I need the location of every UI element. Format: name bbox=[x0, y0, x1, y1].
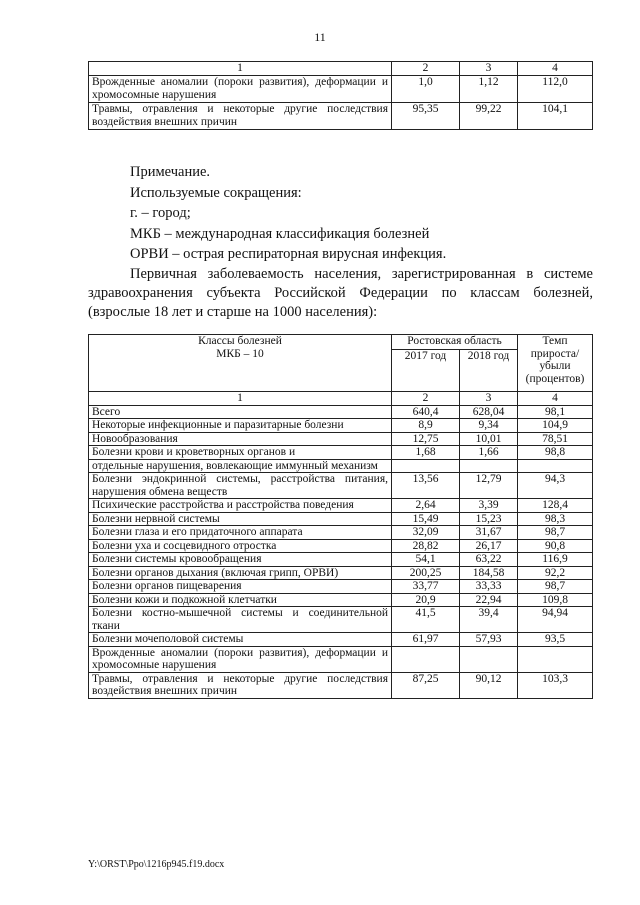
intro-paragraph bbox=[88, 265, 593, 322]
cell-2018: 1,66 bbox=[460, 446, 518, 460]
table-row bbox=[89, 593, 593, 607]
table-row bbox=[89, 526, 593, 540]
row-label: отдельные нарушения, вовлекающие иммунный механизм bbox=[89, 459, 392, 473]
cell-2017: 640,4 bbox=[392, 405, 460, 419]
header-2018: 2018 год bbox=[460, 350, 518, 392]
file-path-footer: Y:\ORST\Ppo\1216p945.f19.docx bbox=[88, 859, 225, 870]
header-2017: 2017 год bbox=[392, 350, 460, 392]
morbidity-table bbox=[88, 334, 593, 699]
table-row bbox=[89, 580, 593, 594]
row-label: Болезни нервной системы bbox=[89, 512, 392, 526]
cell-2017: 12,75 bbox=[392, 432, 460, 446]
table-row bbox=[89, 539, 593, 553]
cell-2017: 32,09 bbox=[392, 526, 460, 540]
cell-2017 bbox=[392, 459, 460, 473]
cell-rate: 98,1 bbox=[518, 405, 593, 419]
header-cell: 3 bbox=[460, 62, 518, 76]
cell-2018: 12,79 bbox=[460, 473, 518, 499]
cell-2018: 63,22 bbox=[460, 553, 518, 567]
cell-2018: 26,17 bbox=[460, 539, 518, 553]
page-number: 11 bbox=[314, 30, 326, 44]
cell-2017: 1,0 bbox=[392, 76, 460, 103]
row-label: Болезни эндокринной системы, расстройства питания, нарушения обмена веществ bbox=[89, 473, 392, 499]
cell-2018: 184,58 bbox=[460, 566, 518, 580]
number-cell: 3 bbox=[460, 392, 518, 406]
cell-rate: 98,3 bbox=[518, 512, 593, 526]
cell-2018: 10,01 bbox=[460, 432, 518, 446]
row-label: Травмы, отравления и некоторые другие последствия воздействия внешних причин bbox=[89, 103, 392, 130]
cell-rate bbox=[518, 459, 593, 473]
row-label: Травмы, отравления и некоторые другие последствия воздействия внешних причин bbox=[89, 672, 392, 698]
cell-2017: 13,56 bbox=[392, 473, 460, 499]
number-cell: 1 bbox=[89, 392, 392, 406]
header-mkb-label: МКБ – 10 bbox=[216, 347, 264, 360]
abbreviation-item: г. – город; bbox=[130, 205, 191, 221]
table-row bbox=[89, 633, 593, 647]
table-row bbox=[89, 405, 593, 419]
cell-2017: 41,5 bbox=[392, 607, 460, 633]
cell-2018: 1,12 bbox=[460, 76, 518, 103]
row-label: Врожденные аномалии (пороки развития), деформации и хромосомные нарушения bbox=[89, 646, 392, 672]
paragraph-text: Первичная заболеваемость населения, зарегистрированная в системе здравоохранения субъекта Российской Федерации по классам болезней, (взрослые 18 лет и старше на 1000 населения): bbox=[88, 266, 593, 320]
row-label: Болезни уха и сосцевидного отростка bbox=[89, 539, 392, 553]
cell-2018 bbox=[460, 646, 518, 672]
cell-2018: 90,12 bbox=[460, 672, 518, 698]
cell-2017: 54,1 bbox=[392, 553, 460, 567]
cell-rate: 94,3 bbox=[518, 473, 593, 499]
cell-2018: 99,22 bbox=[460, 103, 518, 130]
cell-2018 bbox=[460, 459, 518, 473]
morbidity-table-body bbox=[89, 405, 593, 698]
cell-2018: 22,94 bbox=[460, 593, 518, 607]
row-label: Болезни костно-мышечной системы и соединительной ткани bbox=[89, 607, 392, 633]
abbreviations-title: Используемые сокращения: bbox=[130, 184, 302, 201]
cell-rate: 98,7 bbox=[518, 580, 593, 594]
row-label: Всего bbox=[89, 405, 392, 419]
table-row bbox=[89, 459, 593, 473]
cell-2018: 15,23 bbox=[460, 512, 518, 526]
table-row bbox=[89, 432, 593, 446]
row-label: Новообразования bbox=[89, 432, 392, 446]
cell-rate: 94,94 bbox=[518, 607, 593, 633]
cell-2018: 33,33 bbox=[460, 580, 518, 594]
table-header-row bbox=[89, 335, 593, 350]
header-classes bbox=[89, 335, 392, 392]
cell-2017: 95,35 bbox=[392, 103, 460, 130]
cell-2017: 28,82 bbox=[392, 539, 460, 553]
table-row bbox=[89, 473, 593, 499]
table-header-row bbox=[89, 62, 593, 76]
cell-2017: 15,49 bbox=[392, 512, 460, 526]
cell-rate: 92,2 bbox=[518, 566, 593, 580]
cell-2018: 39,4 bbox=[460, 607, 518, 633]
cell-rate: 78,51 bbox=[518, 432, 593, 446]
number-cell: 4 bbox=[518, 392, 593, 406]
cell-2018: 31,67 bbox=[460, 526, 518, 540]
header-cell: 1 bbox=[89, 62, 392, 76]
cell-2017: 1,68 bbox=[392, 446, 460, 460]
table-row bbox=[89, 553, 593, 567]
row-label: Болезни системы кровообращения bbox=[89, 553, 392, 567]
cell-2017: 20,9 bbox=[392, 593, 460, 607]
cell-2018: 628,04 bbox=[460, 405, 518, 419]
table-row bbox=[89, 672, 593, 698]
cell-rate: 98,7 bbox=[518, 526, 593, 540]
cell-2017: 200,25 bbox=[392, 566, 460, 580]
row-label: Болезни крови и кроветворных органов и bbox=[89, 446, 392, 460]
cell-2017: 87,25 bbox=[392, 672, 460, 698]
header-cell: 2 bbox=[392, 62, 460, 76]
header-region: Ростовская область bbox=[392, 335, 518, 350]
notes-block bbox=[130, 162, 446, 265]
table-row bbox=[89, 646, 593, 672]
cell-2018: 57,93 bbox=[460, 633, 518, 647]
table-number-row bbox=[89, 392, 593, 406]
table-continuation bbox=[88, 61, 593, 130]
row-label: Болезни кожи и подкожной клетчатки bbox=[89, 593, 392, 607]
table-row bbox=[89, 512, 593, 526]
table-row bbox=[89, 76, 593, 103]
table-row bbox=[89, 607, 593, 633]
row-label: Некоторые инфекционные и паразитарные болезни bbox=[89, 419, 392, 433]
cell-rate: 109,8 bbox=[518, 593, 593, 607]
abbreviation-item: МКБ – международная классификация болезней bbox=[130, 225, 430, 242]
cell-2017: 8,9 bbox=[392, 419, 460, 433]
table-row bbox=[89, 446, 593, 460]
table-row bbox=[89, 499, 593, 513]
row-label: Болезни глаза и его придаточного аппарата bbox=[89, 526, 392, 540]
table-row bbox=[89, 103, 593, 130]
cell-rate: 93,5 bbox=[518, 633, 593, 647]
row-label: Болезни органов дыхания (включая грипп, ОРВИ) bbox=[89, 566, 392, 580]
cell-2017: 33,77 bbox=[392, 580, 460, 594]
header-classes-label: Классы болезней bbox=[198, 335, 282, 347]
cell-rate: 116,9 bbox=[518, 553, 593, 567]
row-label: Болезни мочеполовой системы bbox=[89, 633, 392, 647]
cell-rate: 90,8 bbox=[518, 539, 593, 553]
number-cell: 2 bbox=[392, 392, 460, 406]
header-cell: 4 bbox=[518, 62, 593, 76]
table-row bbox=[89, 566, 593, 580]
cell-rate: 104,1 bbox=[518, 103, 593, 130]
cell-2017 bbox=[392, 646, 460, 672]
cell-2018: 3,39 bbox=[460, 499, 518, 513]
cell-rate: 128,4 bbox=[518, 499, 593, 513]
cell-2017: 61,97 bbox=[392, 633, 460, 647]
row-label: Врожденные аномалии (пороки развития), деформации и хромосомные нарушения bbox=[89, 76, 392, 103]
header-rate: Темп прироста/ убыли (процентов) bbox=[518, 335, 593, 392]
cell-2017: 2,64 bbox=[392, 499, 460, 513]
cell-rate: 104,9 bbox=[518, 419, 593, 433]
cell-2018: 9,34 bbox=[460, 419, 518, 433]
cell-rate: 98,8 bbox=[518, 446, 593, 460]
cell-rate: 103,3 bbox=[518, 672, 593, 698]
abbreviation-item: ОРВИ – острая респираторная вирусная инфекция. bbox=[130, 246, 447, 262]
notes-title: Примечание. bbox=[130, 164, 211, 180]
cell-rate bbox=[518, 646, 593, 672]
cell-rate: 112,0 bbox=[518, 76, 593, 103]
row-label: Психические расстройства и расстройства поведения bbox=[89, 499, 392, 513]
row-label: Болезни органов пищеварения bbox=[89, 580, 392, 594]
table-row bbox=[89, 419, 593, 433]
